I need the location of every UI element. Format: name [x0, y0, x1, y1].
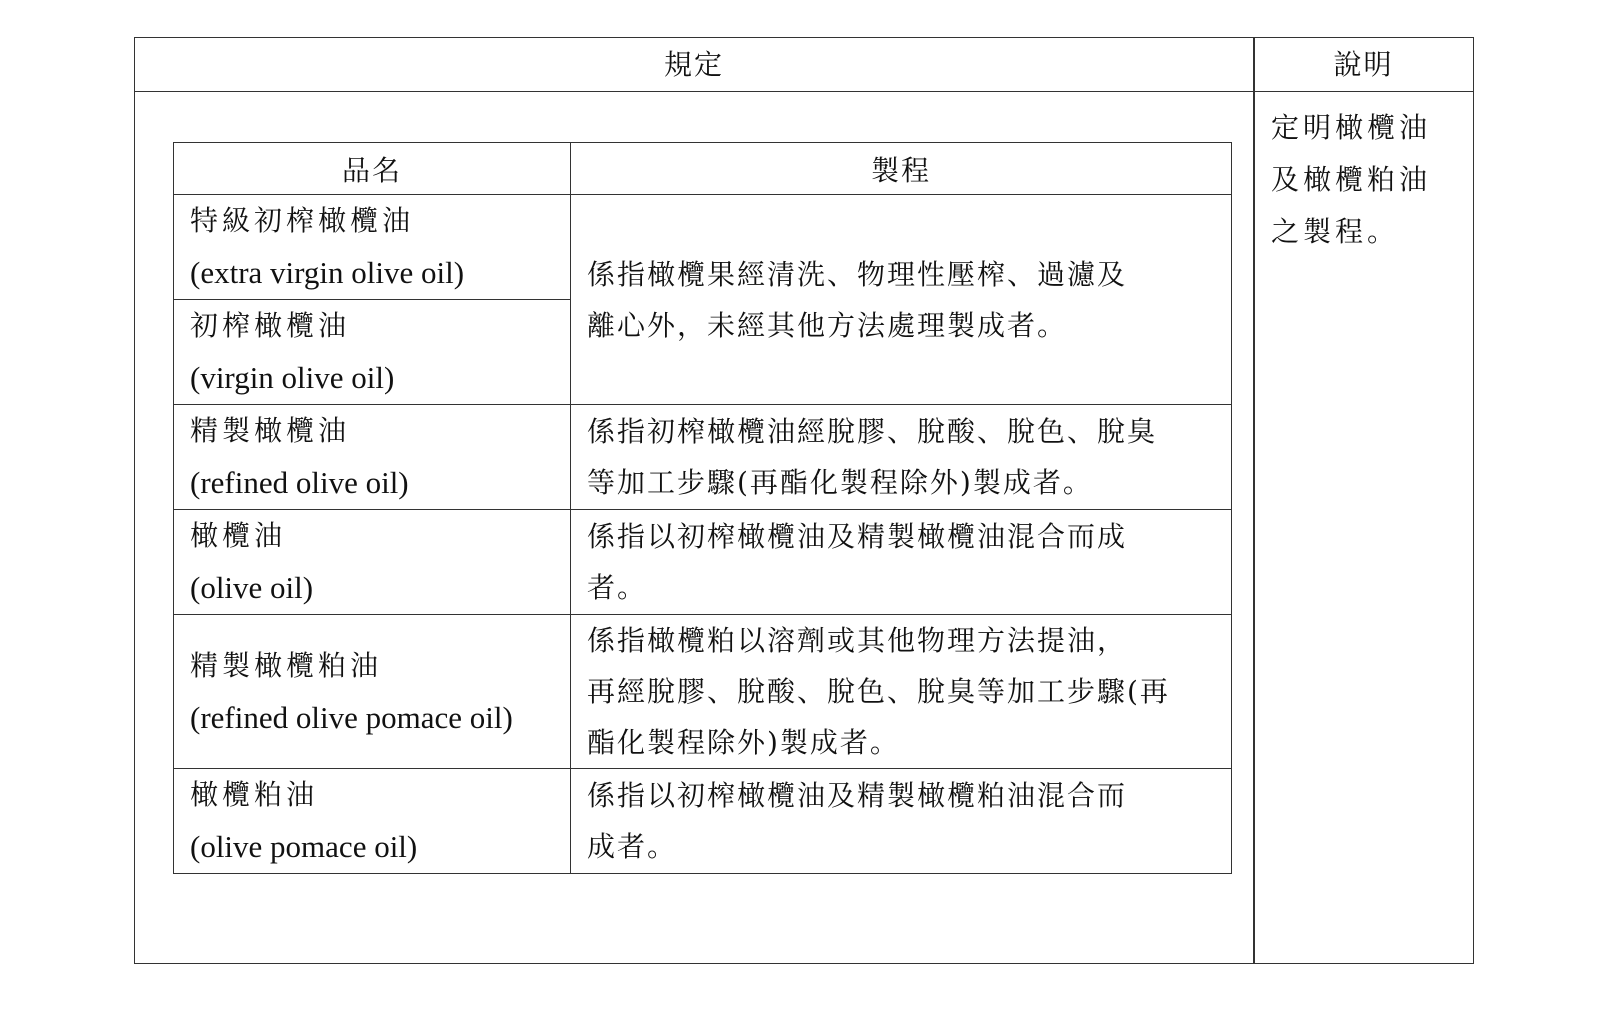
explanation-line: 及橄欖粕油 — [1271, 163, 1432, 196]
table-row — [174, 510, 1232, 615]
product-name-cell — [174, 405, 571, 510]
process-line: 酯化製程除外)製成者。 — [587, 726, 900, 759]
process-line: 係指橄欖粕以溶劑或其他物理方法提油， — [587, 624, 1128, 657]
product-name-en: (olive pomace oil) — [190, 829, 418, 864]
process-line: 再經脫膠、脫酸、脫色、脫臭等加工步驟(再 — [587, 675, 1170, 708]
product-name-cell — [174, 195, 571, 300]
explanation-line: 定明橄欖油 — [1271, 111, 1432, 144]
process-cell — [571, 195, 1232, 405]
process-line: 係指橄欖果經清洗、物理性壓榨、過濾及 — [587, 257, 1128, 291]
product-name-en: (refined olive pomace oil) — [190, 699, 513, 735]
product-name-zh: 初榨橄欖油 — [190, 309, 351, 342]
product-name-en: (extra virgin olive oil) — [190, 255, 465, 290]
process-cell — [571, 405, 1232, 510]
product-name-en: (refined olive oil) — [190, 465, 409, 500]
process-cell — [571, 510, 1232, 615]
product-name-cell — [174, 769, 571, 874]
product-name-cell — [174, 615, 571, 769]
table-row — [174, 615, 1232, 769]
product-name-cell — [174, 510, 571, 615]
rule-header: 規定 — [663, 48, 724, 81]
product-name-zh: 特級初榨橄欖油 — [190, 204, 415, 237]
table-row — [174, 195, 1232, 300]
process-line: 係指以初榨橄欖油及精製橄欖粕油混合而 — [587, 779, 1128, 812]
product-name-zh: 精製橄欖粕油 — [190, 648, 383, 682]
name-column-header: 品名 — [174, 143, 571, 195]
product-name-zh: 橄欖粕油 — [190, 778, 319, 811]
process-line: 離心外，未經其他方法處理製成者。 — [587, 308, 1068, 342]
process-line: 成者。 — [587, 830, 678, 863]
process-line: 等加工步驟(再酯化製程除外)製成者。 — [587, 466, 1093, 499]
table-row — [174, 405, 1232, 510]
olive-oil-table — [173, 142, 1232, 874]
explanation-line: 之製程。 — [1271, 215, 1400, 248]
product-name-zh: 橄欖油 — [190, 519, 287, 552]
process-cell — [571, 615, 1232, 769]
explanation-header: 說明 — [1333, 48, 1394, 81]
table-row — [174, 769, 1232, 874]
column-divider — [1253, 38, 1255, 963]
process-column-header: 製程 — [571, 143, 1232, 195]
product-name-en: (olive oil) — [190, 570, 314, 605]
process-line: 係指初榨橄欖油經脫膠、脫酸、脫色、脫臭 — [587, 415, 1158, 448]
product-name-cell — [174, 300, 571, 405]
product-name-en: (virgin olive oil) — [190, 360, 395, 395]
process-cell — [571, 769, 1232, 874]
inner-header-row — [174, 143, 1232, 195]
process-line: 係指以初榨橄欖油及精製橄欖油混合而成 — [587, 520, 1128, 553]
process-line: 者。 — [587, 571, 648, 604]
explanation-text — [1271, 102, 1461, 258]
product-name-zh: 精製橄欖油 — [190, 414, 351, 447]
